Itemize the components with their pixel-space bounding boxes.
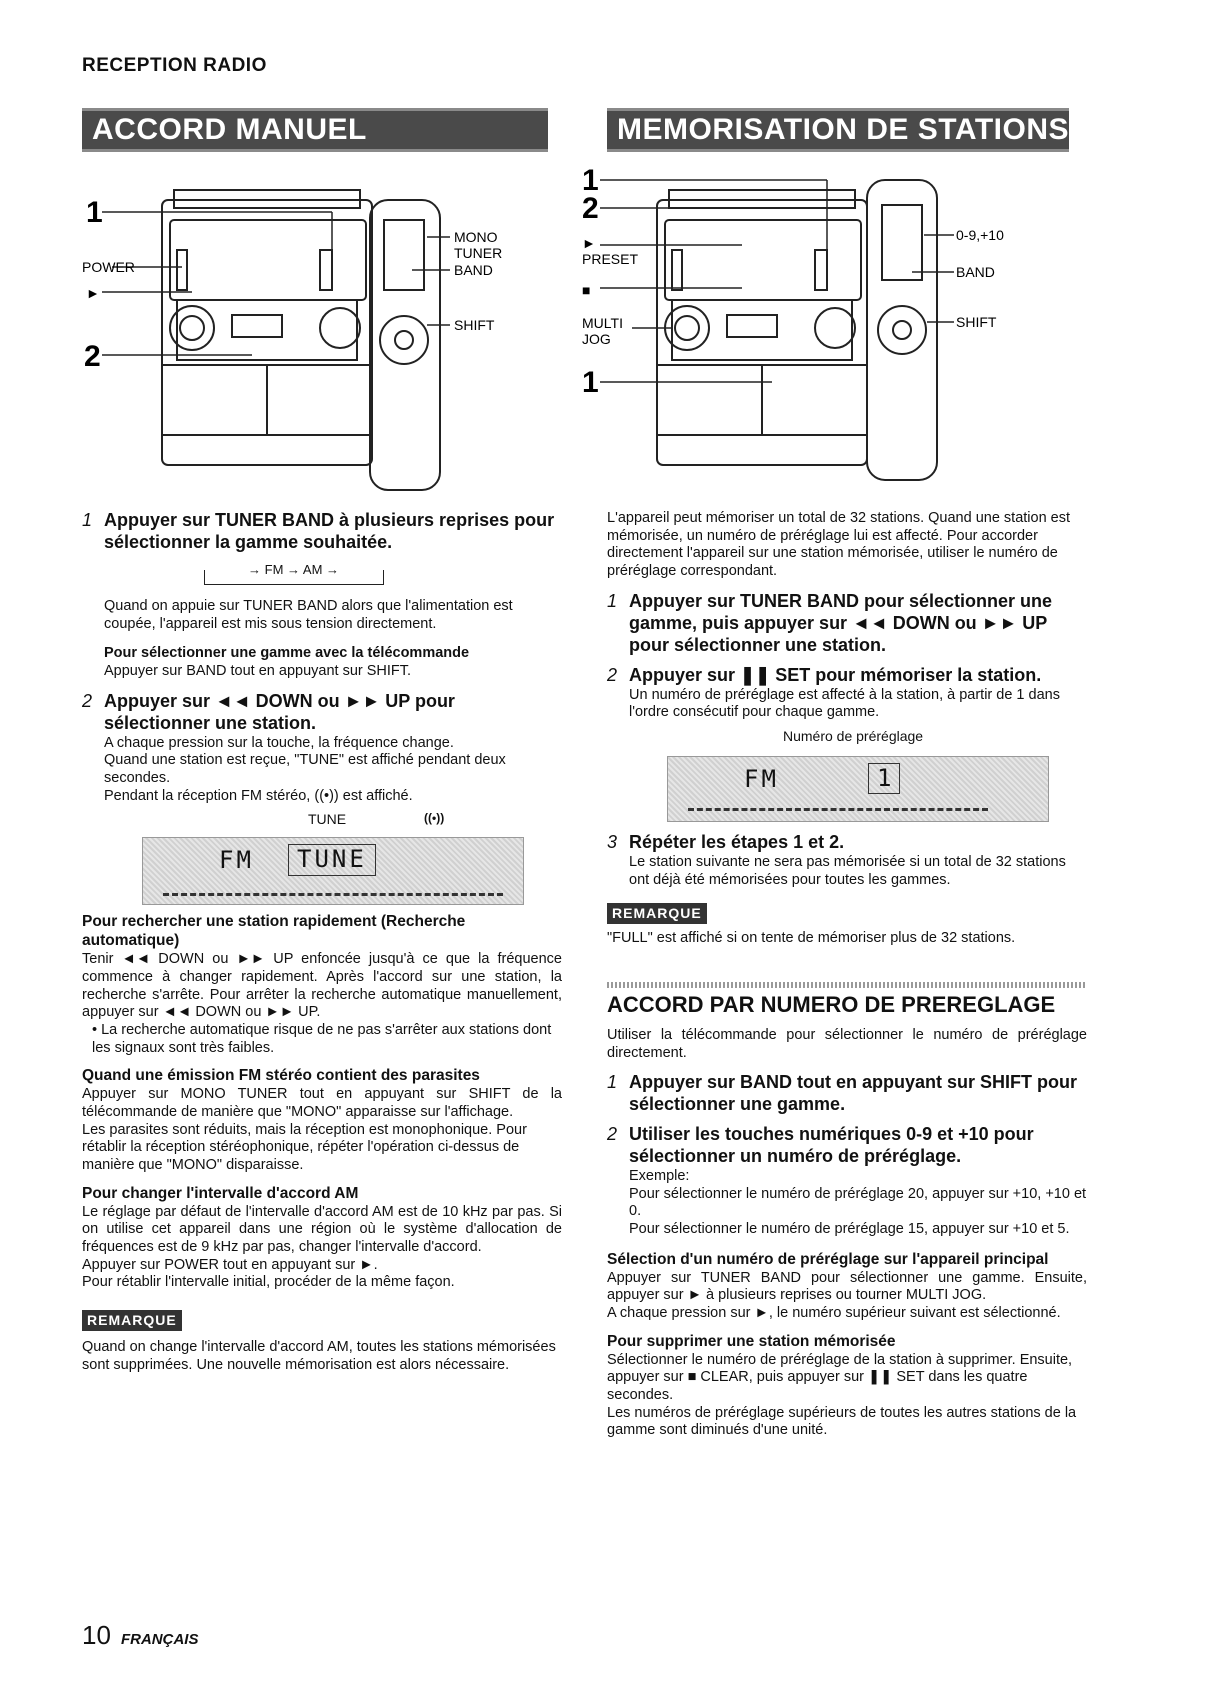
fig-right-label-shift: SHIFT [956,314,997,330]
fig-right-label-2: 2 [582,192,599,225]
right-step-3-body: Le station suivante ne sera pas mémorisée si un total de 32 stations ont déjà été mémorisées pour toutes les gammes. [629,853,1066,888]
delete-title: Pour supprimer une station mémorisée [607,1332,896,1350]
fig-right-label-play: ► [582,235,596,251]
right-title-bar: MEMORISATION DE STATIONS [607,108,1069,152]
am-step-body-3: Pour rétablir l'intervalle initial, procéder de la même façon. [82,1274,455,1291]
example-1: Pour sélectionner le numéro de préréglage 20, appuyer sur +10, +10 et 0. [629,1185,1087,1220]
right-remark-badge: REMARQUE [607,903,707,924]
main-unit-body-1: Appuyer sur TUNER BAND pour sélectionner une gamme. Ensuite, appuyer sur ► à plusieurs reprises ou tourner MULTI JOG. [607,1269,1087,1304]
fig-right-label-1b: 1 [582,366,599,399]
auto-search-title: Pour rechercher une station rapidement (Recherche automatique) [82,913,466,950]
fig-left-label-tuner: TUNER [454,245,503,261]
noise-body-1: Appuyer sur MONO TUNER tout en appuyant sur SHIFT de la télécommande de manière que "MONO" apparaisse sur l'affichage. [82,1086,562,1120]
lcd-preset-label: Numéro de préréglage [783,727,924,744]
noise-title: Quand une émission FM stéréo contient des parasites [82,1067,480,1085]
section-tag: RECEPTION RADIO [82,55,267,76]
lcd-display: FM TUNE [142,837,524,905]
left-step-2-body-3: Pendant la réception FM stéréo, ((•)) est affiché. [104,787,413,804]
left-column [82,510,562,1374]
lcd-tune-figure [82,811,562,909]
right-remark-body: "FULL" est affiché si on tente de mémoriser plus de 32 stations. [607,930,1016,947]
right-step-1: 1 Appuyer sur TUNER BAND pour sélectionner une gamme, puis appuyer sur ◄◄ DOWN ou ►► UP pour sélectionner une station. [607,590,1053,655]
stereo-diagram-right [582,160,1062,500]
left-remark-body: Quand on change l'intervalle d'accord AM, toutes les stations mémorisées sont supprimées. Une nouvelle mémorisation est alors nécessaire. [82,1339,556,1373]
h2-rule [607,982,1087,988]
remote-body: Appuyer sur BAND tout en appuyant sur SHIFT. [104,662,412,679]
fig-right-label-multi: MULTI [582,315,623,331]
right-column [607,510,1087,1440]
example-2: Pour sélectionner le numéro de préréglage 15, appuyer sur +10 et 5. [629,1221,1070,1238]
left-step-1: 1 Appuyer sur TUNER BAND à plusieurs reprises pour sélectionner la gamme souhaitée. [82,510,555,552]
page-number: 10 [82,1620,111,1650]
left-remark-badge: REMARQUE [82,1310,182,1331]
right-step-3: 3 Répéter les étapes 1 et 2. [607,831,845,852]
auto-search-body: Tenir ◄◄ DOWN ou ►► UP enfoncée jusqu'à ce que la fréquence commence à changer rapidement. Après l'accord sur une station, la recherche s'arrête. Pour arrêter la recherche automatique manuellement, appuyer sur ◄◄ DOWN ou ►► UP. [82,951,562,1021]
am-step-body-2: Appuyer sur POWER tout en appuyant sur ►. [82,1256,378,1273]
fig-right-label-band: BAND [956,264,995,280]
fig-left-label-1: 1 [86,196,103,229]
memo-intro: L'appareil peut mémoriser un total de 32 stations. Quand une station est mémorisée, un numéro de préréglage lui est affecté. Pour accorder directement l'appareil sur une station mémorisée, utiliser le numéro de préréglage correspondant. [607,510,1071,580]
fig-right-label-numkeys: 0-9,+10 [956,227,1004,243]
left-title-bar: ACCORD MANUEL [82,108,548,152]
right-step-2: 2 Appuyer sur ❚❚ SET pour mémoriser la station. [607,664,1042,685]
fig-right-label-1: 1 [582,164,599,197]
fig-right-label-jog: JOG [582,331,611,347]
right-step-2-body: Un numéro de préréglage est affecté à la station, à partir de 1 dans l'ordre consécutif pour chaque gamme. [629,686,1060,721]
fig-left-label-shift: SHIFT [454,317,495,333]
remote-title: Pour sélectionner une gamme avec la télécommande [104,645,470,662]
band-cycle: → FM → AM → [204,562,384,588]
left-step-2-body-2: Quand une station est reçue, "TUNE" est affiché pendant deux secondes. [104,752,506,786]
lcd-preset-display: FM 1 [667,756,1049,822]
fig-left-label-power: POWER [82,259,135,275]
delete-body-2: Les numéros de préréglage supérieurs de toutes les autres stations de la gamme sont diminués d'une unité. [607,1404,1077,1439]
main-unit-body-2: A chaque pression sur ►, le numéro supérieur suivant est sélectionné. [607,1305,1061,1322]
am-step-title: Pour changer l'intervalle d'accord AM [82,1184,359,1202]
fig-left-label-play: ► [86,285,100,301]
page-footer [82,1620,198,1652]
lcd-tune-label: TUNE [308,811,347,828]
fig-left-label-2: 2 [84,340,101,373]
preset-heading: ACCORD PAR NUMERO DE PREREGLAGE [607,992,1056,1018]
lcd-stereo-label: ((•)) [424,811,445,826]
fig-right-label-preset: PRESET [582,251,639,267]
left-step-1-body: Quand on appuie sur TUNER BAND alors que l'alimentation est coupée, l'appareil est mis sous tension directement. [104,597,513,632]
left-step-2: 2 Appuyer sur ◄◄ DOWN ou ►► UP pour sélectionner une station. [82,690,455,733]
delete-body-1: Sélectionner le numéro de préréglage de la station à supprimer. Ensuite, appuyer sur ■ CLEAR, puis appuyer sur ❚❚ SET dans les quatre secondes. [607,1351,1073,1404]
fig-right-label-stop: ■ [582,282,591,298]
left-step-2-body-1: A chaque pression sur la touche, la fréquence change. [104,734,454,751]
footer-language: FRANÇAIS [120,1631,199,1648]
am-step-body-1: Le réglage par défaut de l'intervalle d'accord AM est de 10 kHz par pas. Si on utilise cet appareil dans une région où le système d'allocation de fréquences est de 9 kHz par pas, changer l'intervalle d'accord. [82,1203,562,1255]
auto-search-note: • La recherche automatique risque de ne pas s'arrêter aux stations dont les signaux sont très faibles. [92,1021,552,1056]
preset-step-2: 2 Utiliser les touches numériques 0-9 et +10 pour sélectionner un numéro de préréglage. [607,1124,1034,1167]
fig-left-label-band: BAND [454,262,493,278]
preset-intro: Utiliser la télécommande pour sélectionner le numéro de préréglage directement. [607,1026,1087,1061]
noise-body-2: Les parasites sont réduits, mais la réception est monophonique. Pour rétablir la réception stéréophonique, répéter l'opération ci-dessus de manière que "MONO" disparaisse. [82,1121,527,1173]
fig-left-label-mono: MONO [454,229,498,245]
lcd-preset-figure [607,728,1087,828]
preset-step-1: 1 Appuyer sur BAND tout en appuyant sur SHIFT pour sélectionner une gamme. [607,1072,1078,1115]
example-label: Exemple: [629,1168,690,1185]
main-unit-title: Sélection d'un numéro de préréglage sur l'appareil principal [607,1250,1049,1268]
stereo-diagram-left [82,180,562,500]
